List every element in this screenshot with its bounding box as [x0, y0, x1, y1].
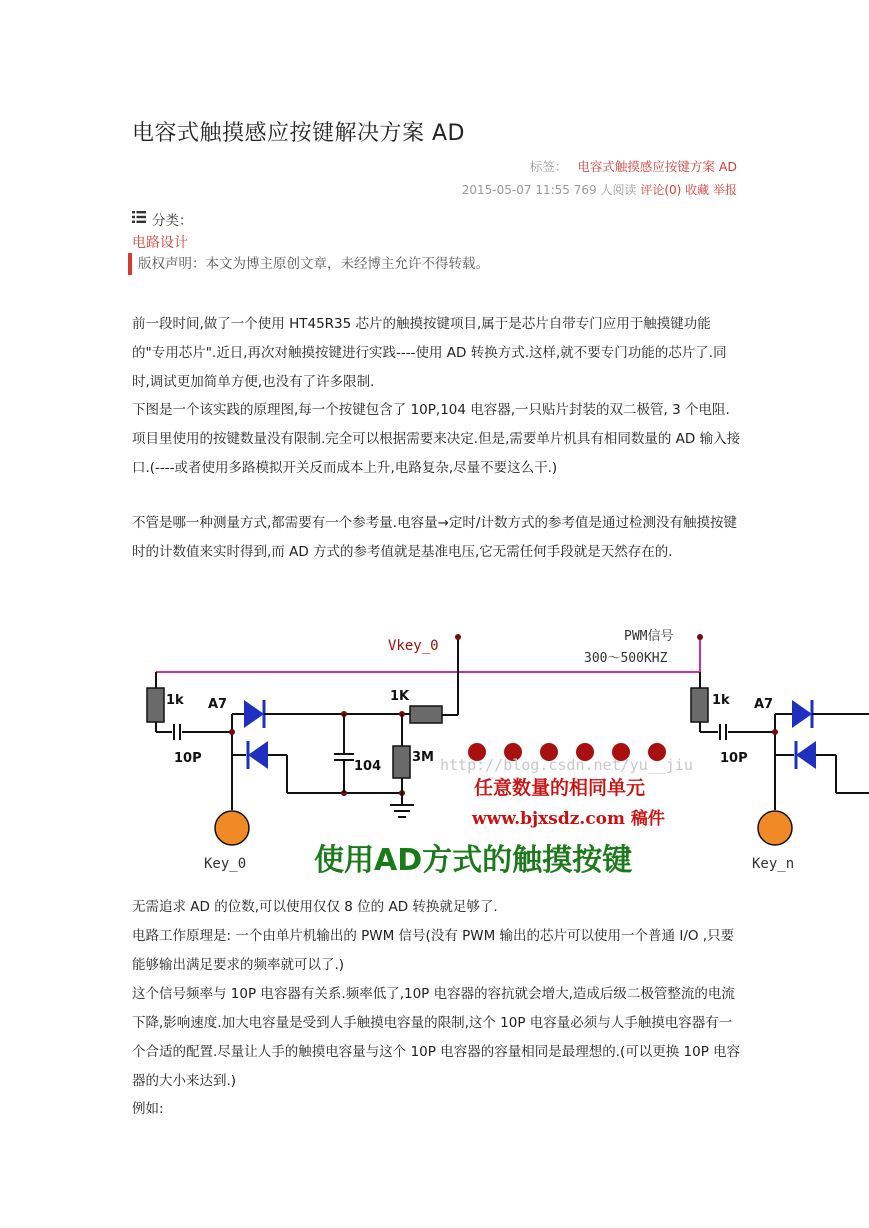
paragraph-4: 无需追求 AD 的位数,可以使用仅仅 8 位的 AD 转换就足够了. [132, 899, 498, 915]
c104-label: 104 [354, 759, 382, 774]
paragraph-1: 前一段时间,做了一个使用 HT45R35 芯片的触摸按键项目,属于是芯片自带专门应用于触摸键功能的"专用芯片".近日,再次对触摸按键进行实践----使用 AD 转换方式.这样,就不要专门功能的芯片了.同时,调试更加简单方便,也没有了许多限制. [132, 316, 727, 390]
paragraph-2: 下图是一个该实践的原理图,每一个按键包含了 10P,104 电容器,一只贴片封装的双二极管, 3 个电阻.项目里使用的按键数量没有限制.完全可以根据需要来决定.但是,需要单片机具有相同数量的 AD 输入接口.(----或者使用多路模拟开关反而成本上升,电路复杂,尽量不要这么干.) [132, 402, 741, 476]
resistor-1k-left [147, 688, 164, 722]
units-text: 任意数量的相同单元 [474, 777, 646, 799]
pwm-terminal [697, 634, 703, 640]
paragraph-5: 电路工作原理是: 一个由单片机输出的 PWM 信号(没有 PWM 输出的芯片可以使用一个普通 I/O ,只要能够输出满足要求的频率就可以了.) [132, 928, 735, 973]
tags-label: 标签： [529, 159, 568, 174]
diode-upper [244, 700, 264, 728]
r1K-label: 1K [390, 689, 410, 704]
article-meta [462, 181, 737, 198]
comments-link[interactable]: 评论(0) [640, 183, 682, 197]
diode-upper-right [792, 700, 812, 728]
paragraph-6: 这个信号频率与 10P 电容器有关系.频率低了,10P 电容器的容抗就会增大,造成后级二极管整流的电流下降,影响速度.加大电容量是受到人手触摸电容量的限制,这个 10P 电容量必须与人手触摸电容器有一个合适的配置.尽量让人手的触摸电容量与这个 10P 电容器的容量相同是最理想的.(可以更换 10P 电容器的大小来达到.) [132, 986, 741, 1089]
figure-caption: 使用AD方式的触摸按键 [314, 843, 633, 878]
key0-pad [215, 811, 249, 845]
r1k-left-label: 1k [166, 693, 184, 708]
post-date: 2015-05-07 11:55 [461, 183, 570, 197]
resistor-3m [393, 746, 410, 778]
freq-label: 300～500KHZ [584, 651, 668, 666]
resistor-1k-right [691, 688, 708, 722]
keyn-label: Key_n [752, 856, 795, 872]
circuit-diagram [132, 620, 869, 888]
diode-lower-right [796, 741, 816, 769]
a7-left-label: A7 [208, 697, 228, 712]
vkey-terminal [455, 634, 461, 640]
list-icon [132, 211, 146, 227]
a7-right-label: A7 [754, 697, 774, 712]
r1k-right-label: 1k [712, 693, 730, 708]
resistor-1K [410, 706, 442, 723]
article-title: 电容式触摸感应按键解决方案 AD [132, 121, 465, 146]
tags-row [530, 157, 737, 175]
keyn-pad [758, 811, 792, 845]
paragraph-3: 不管是哪一种测量方式,都需要有一个参考量.电容量→定时/计数方式的参考值是通过检测没有触摸按键时的计数值来实时得到,而 AD 方式的参考值就是基准电压,它无需任何手段就是天然存在的. [132, 515, 737, 560]
circuit-svg [132, 620, 869, 888]
favorite-link[interactable]: 收藏 [685, 183, 710, 197]
key0-label: Key_0 [204, 856, 247, 872]
category-link[interactable]: 电路设计 [132, 235, 188, 251]
vkey-label: Vkey_0 [388, 638, 439, 654]
read-count: 769 人阅读 [573, 183, 637, 197]
report-link[interactable]: 举报 [712, 183, 737, 197]
diode-lower [248, 741, 268, 769]
copyright-notice: 版权声明：本文为博主原创文章，未经博主允许不得转载。 [128, 253, 489, 275]
watermark-text: http://blog.csdn.net/yu__jiu [440, 756, 693, 774]
category-row [132, 209, 193, 229]
c10p-left-label: 10P [174, 751, 202, 766]
tag-link[interactable]: 电容式触摸感应按键方案 AD [577, 159, 737, 174]
c10p-right-label: 10P [720, 751, 748, 766]
site-text: www.bjxsdz.com 稿件 [472, 809, 665, 829]
r3m-label: 3M [412, 750, 434, 765]
category-label: 分类： [152, 213, 193, 229]
pwm-label: PWM信号 [624, 629, 674, 644]
paragraph-7: 例如: [132, 1101, 164, 1117]
